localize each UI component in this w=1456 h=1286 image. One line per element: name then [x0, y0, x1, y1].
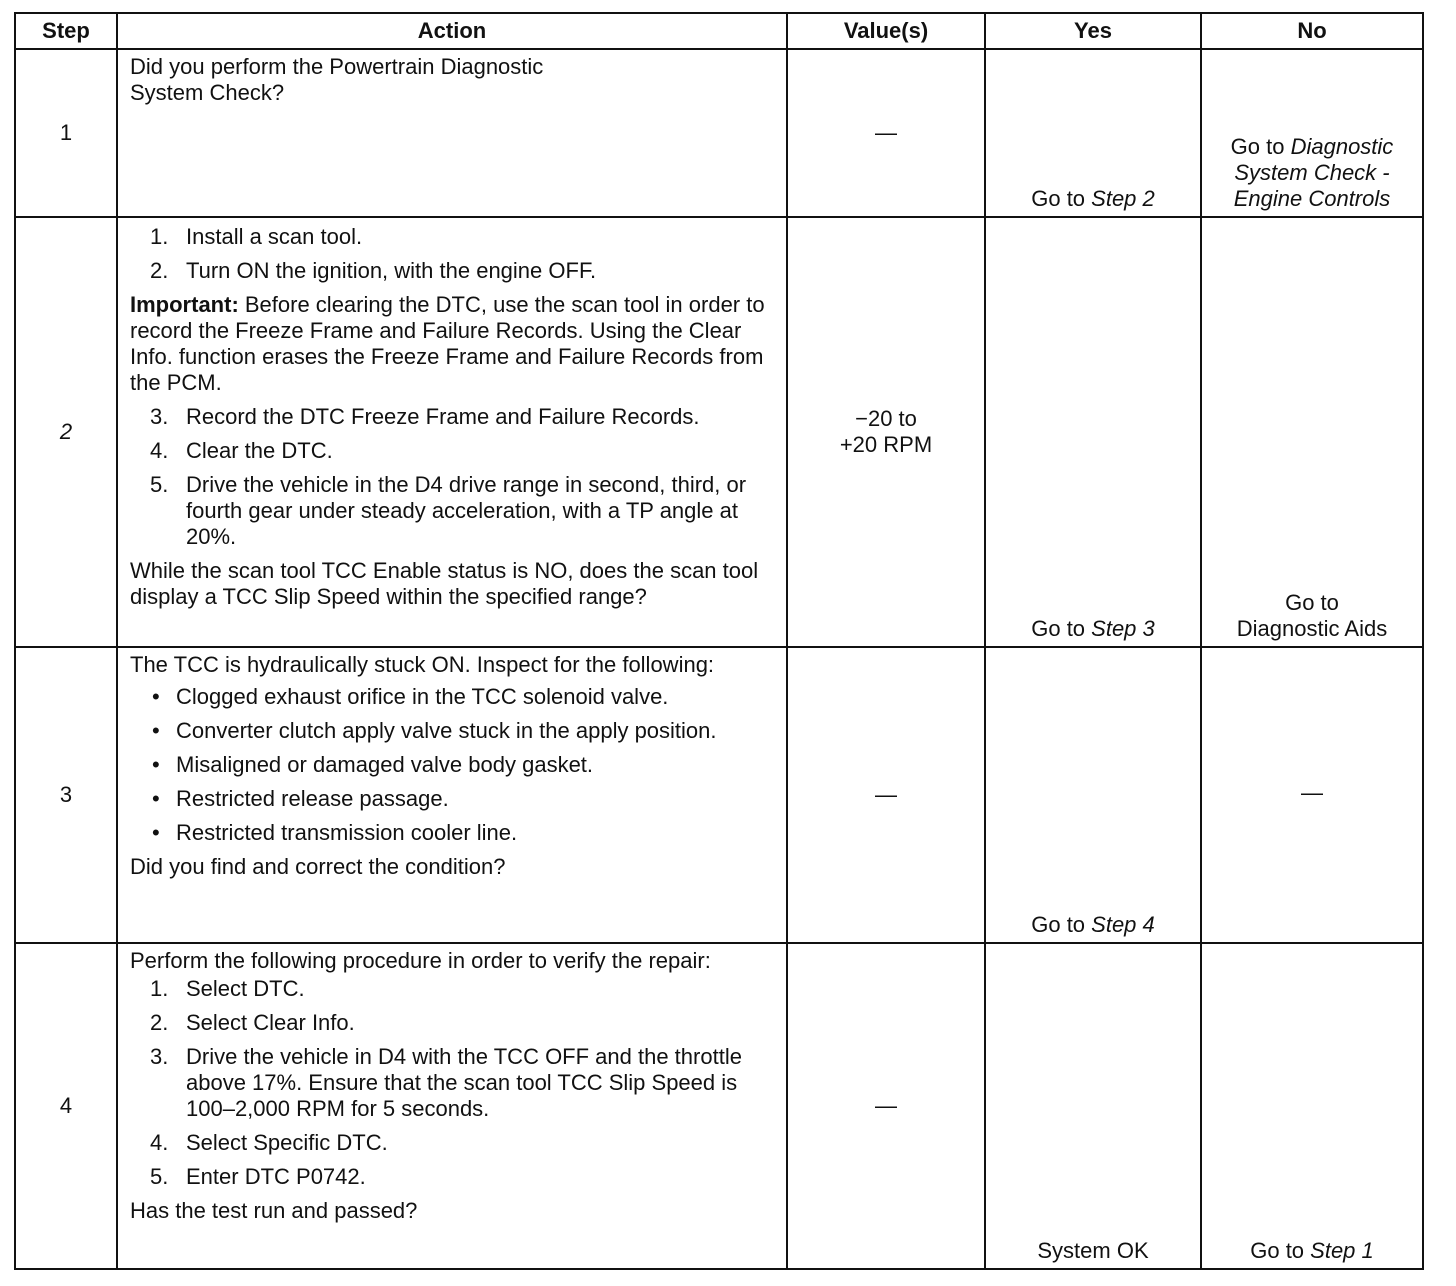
- list-item: [130, 472, 776, 550]
- step-number: 1: [15, 49, 117, 217]
- list-number: 4.: [150, 438, 169, 463]
- action-cell: [117, 217, 787, 647]
- intro-text: Perform the following procedure in order to verify the repair:: [130, 948, 711, 973]
- no-link-line[interactable]: Diagnostic: [1290, 134, 1394, 159]
- list-text: Turn ON the ignition, with the engine OFF.: [186, 258, 597, 283]
- yes-cell: [985, 647, 1201, 943]
- yes-prefix: Go to: [1031, 186, 1092, 211]
- list-text: Drive the vehicle in D4 with the TCC OFF and the throttle above 17%. Ensure that the scan tool TCC Slip Speed is 100–2,000 RPM for 5 seconds.: [186, 1044, 742, 1121]
- yes-cell: System OK: [985, 943, 1201, 1269]
- list-text: Select Specific DTC.: [186, 1130, 388, 1155]
- list-item: [130, 404, 776, 430]
- list-number: 2.: [150, 258, 169, 283]
- no-prefix: Go to: [1250, 1238, 1311, 1263]
- no-cell: [1201, 217, 1423, 647]
- list-text: Clogged exhaust orifice in the TCC solenoid valve.: [176, 684, 669, 709]
- numbered-list: [130, 976, 776, 1190]
- header-values: Value(s): [787, 13, 985, 49]
- question-text: While the scan tool TCC Enable status is NO, does the scan tool display a TCC Slip Speed within the specified range?: [130, 558, 759, 609]
- list-text: Record the DTC Freeze Frame and Failure Records.: [186, 404, 700, 429]
- list-item: [130, 258, 776, 284]
- action-line: System Check?: [130, 80, 285, 105]
- list-item: [130, 1044, 776, 1122]
- list-item: [130, 224, 776, 250]
- list-text: Drive the vehicle in the D4 drive range in second, third, or fourth gear under steady acceleration, with a TP angle at 20%.: [186, 472, 747, 549]
- no-line: Go to: [1285, 590, 1339, 615]
- action-cell: [117, 943, 787, 1269]
- list-number: 3.: [150, 1044, 169, 1069]
- important-note: [130, 292, 776, 396]
- bullet-list: [130, 684, 776, 846]
- action-cell: [117, 49, 787, 217]
- table-row-step-2: [15, 217, 1423, 647]
- list-text: Restricted transmission cooler line.: [176, 820, 518, 845]
- list-text: Enter DTC P0742.: [186, 1164, 366, 1189]
- yes-step-link[interactable]: Step 4: [1091, 912, 1155, 937]
- numbered-list: [130, 224, 776, 284]
- list-text: Converter clutch apply valve stuck in the apply position.: [176, 718, 717, 743]
- list-item: [130, 438, 776, 464]
- list-item: [130, 718, 776, 744]
- value-line: +20 RPM: [839, 432, 933, 457]
- list-text: Clear the DTC.: [186, 438, 333, 463]
- list-item: [130, 786, 776, 812]
- action-line: Did you perform the Powertrain Diagnostic: [130, 54, 544, 79]
- list-item: [130, 684, 776, 710]
- table-row-step-3: [15, 647, 1423, 943]
- bullet: •: [152, 820, 160, 845]
- list-text: Select DTC.: [186, 976, 305, 1001]
- question-text: Did you find and correct the condition?: [130, 854, 506, 879]
- header-yes: Yes: [985, 13, 1201, 49]
- step-number: 3: [15, 647, 117, 943]
- no-diagnostic-aids-link[interactable]: Diagnostic Aids: [1236, 616, 1388, 641]
- list-item: [130, 1130, 776, 1156]
- value-cell: —: [787, 943, 985, 1269]
- yes-cell: [985, 217, 1201, 647]
- value-line: −20 to: [855, 406, 917, 431]
- header-action: Action: [117, 13, 787, 49]
- table-row-step-1: [15, 49, 1423, 217]
- yes-cell: [985, 49, 1201, 217]
- list-item: [130, 1010, 776, 1036]
- important-label: Important:: [130, 292, 239, 317]
- list-number: 1.: [150, 224, 169, 249]
- no-cell: [1201, 49, 1423, 217]
- list-number: 2.: [150, 1010, 169, 1035]
- list-item: [130, 1164, 776, 1190]
- list-item: [130, 976, 776, 1002]
- list-number: 5.: [150, 472, 169, 497]
- no-cell: [1201, 943, 1423, 1269]
- no-link-line[interactable]: Engine Controls: [1233, 186, 1391, 211]
- yes-prefix: Go to: [1031, 616, 1092, 641]
- step-number: 4: [15, 943, 117, 1269]
- list-text: Install a scan tool.: [186, 224, 363, 249]
- intro-text: The TCC is hydraulically stuck ON. Inspect for the following:: [130, 652, 715, 677]
- list-item: [130, 820, 776, 846]
- action-cell: [117, 647, 787, 943]
- value-cell: —: [787, 647, 985, 943]
- header-no: No: [1201, 13, 1423, 49]
- table-row-step-4: [15, 943, 1423, 1269]
- list-item: [130, 752, 776, 778]
- bullet: •: [152, 684, 160, 709]
- bullet: •: [152, 786, 160, 811]
- bullet: •: [152, 752, 160, 777]
- important-text: Before clearing the DTC, use the scan tool in order to record the Freeze Frame and Failure Records. Using the Clear Info. function erases the Freeze Frame and Failure Records from the PCM.: [130, 292, 765, 395]
- value-cell: [787, 217, 985, 647]
- diagnostic-table: [14, 12, 1424, 1270]
- yes-step-link[interactable]: Step 3: [1091, 616, 1155, 641]
- yes-step-link[interactable]: Step 2: [1091, 186, 1155, 211]
- table-header-row: [15, 13, 1423, 49]
- bullet: •: [152, 718, 160, 743]
- step-number: 2: [15, 217, 117, 647]
- value-cell: —: [787, 49, 985, 217]
- numbered-list: [130, 404, 776, 550]
- list-number: 3.: [150, 404, 169, 429]
- yes-prefix: Go to: [1031, 912, 1092, 937]
- list-number: 5.: [150, 1164, 169, 1189]
- list-text: Select Clear Info.: [186, 1010, 355, 1035]
- list-number: 4.: [150, 1130, 169, 1155]
- no-cell: —: [1201, 647, 1423, 943]
- list-text: Restricted release passage.: [176, 786, 449, 811]
- question-text: Has the test run and passed?: [130, 1198, 418, 1223]
- list-text: Misaligned or damaged valve body gasket.: [176, 752, 594, 777]
- list-number: 1.: [150, 976, 169, 1001]
- no-link-line[interactable]: System Check -: [1234, 160, 1390, 185]
- header-step: Step: [15, 13, 117, 49]
- no-step-link[interactable]: Step 1: [1310, 1238, 1374, 1263]
- no-prefix: Go to: [1230, 134, 1291, 159]
